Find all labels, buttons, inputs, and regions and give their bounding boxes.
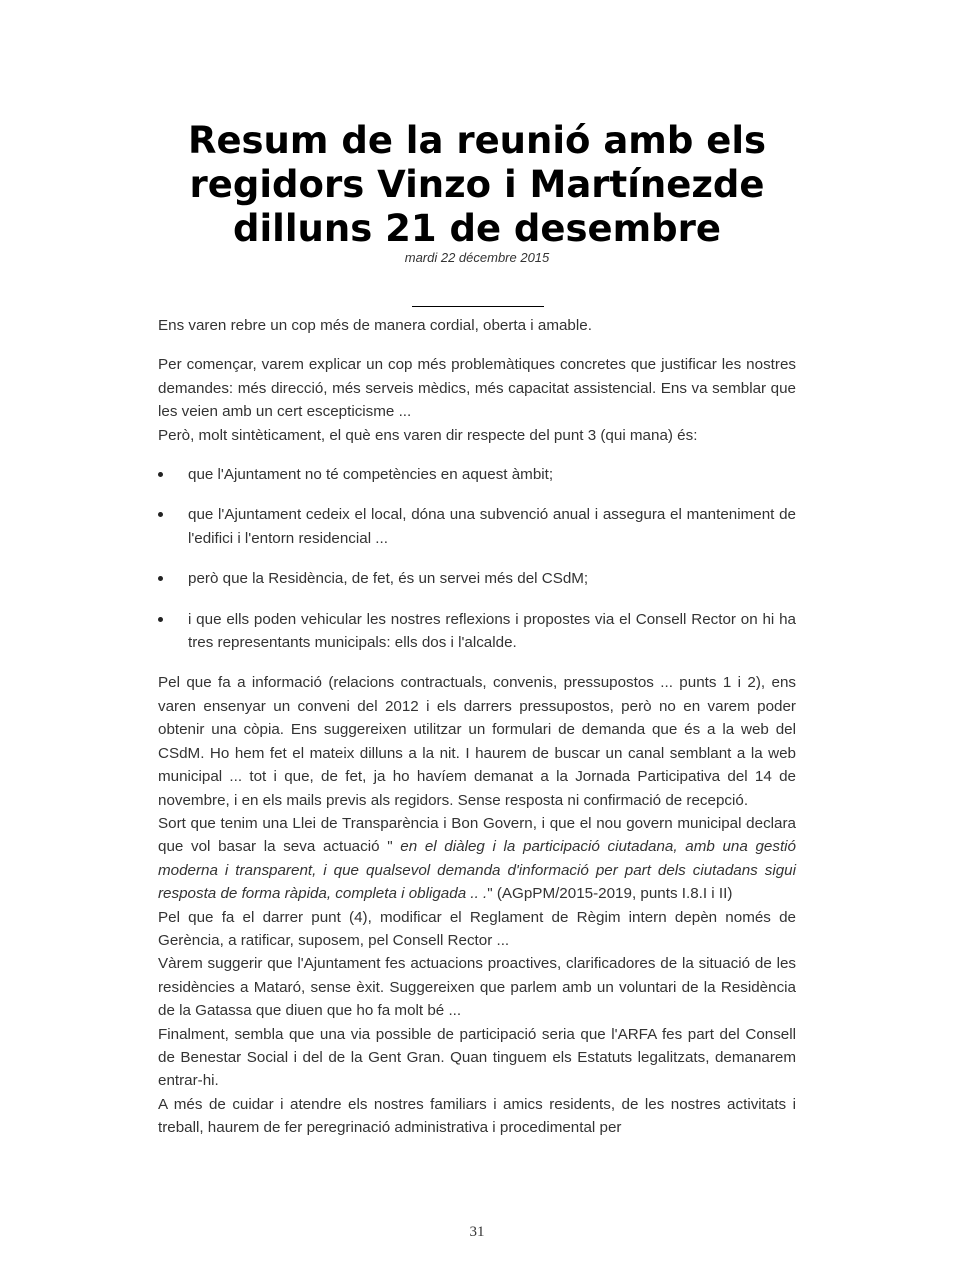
paragraph: Per començar, varem explicar un cop més problemàtiques concretes que justificar les nostres demandes: més direcció, més serveis mèdics, més capacitat assistencial. Ens va semblar que les veien amb un cert escepticisme ... xyxy=(158,356,796,421)
paragraph: Pel que fa a informació (relacions contractuals, convenis, pressupostos ... punts 1 i 2), ens varen ensenyar un conveni del 2012 i els darrers pressupostos, però no en varem poder obtenir una còpia. Ens suggereixen utilitzar un formulari de demanda que és a la web del CSdM. Ho hem fet el mateix dilluns a la nit. I haurem de buscar un canal semblant a la web municipal ... tot i que, de fet, ja ho havíem demanat a la Jornada Participativa del 14 de novembre, i en els mails previs als regidors. Sense resposta ni confirmació de recepció. xyxy=(158,674,796,809)
paragraph xyxy=(158,812,796,906)
list-item-text: que l'Ajuntament cedeix el local, dóna una subvenció anual i assegura el manteniment de l'edifici i l'entorn residencial ... xyxy=(188,506,796,547)
bullet-icon xyxy=(158,576,163,581)
paragraph: A més de cuidar i atendre els nostres familiars i amics residents, de les nostres activitats i treball, haurem de fer peregrinació administrativa i procedimental per xyxy=(158,1095,796,1137)
paragraph: Ens varen rebre un cop més de manera cordial, oberta i amable. xyxy=(158,317,592,334)
bullet-icon xyxy=(158,512,163,517)
bullet-icon xyxy=(158,472,163,477)
paragraph-text: Sort que tenim una Llei de Transparència i Bon Govern, i que el nou govern municipal declara que vol basar la seva actuació " xyxy=(158,814,796,856)
page-number: 31 xyxy=(469,1224,485,1240)
list-item-text: i que ells poden vehicular les nostres reflexions i propostes via el Consell Rector on hi ha tres representants municipals: ells dos i l'alcalde. xyxy=(188,610,796,652)
quoted-text: en el diàleg i la participació ciutadana, amb una gestió moderna i transparent, i que qualsevol demanda d'informació per part dels ciutadans sigui resposta de forma ràpida, completa i obligada .. . xyxy=(158,838,796,903)
list-item xyxy=(158,608,796,655)
paragraph: Però, molt sintèticament, el què ens varen dir respecte del punt 3 (qui mana) és: xyxy=(158,426,698,444)
separator-rule xyxy=(412,306,544,307)
bullet-list xyxy=(158,463,796,654)
paragraph-text: " (AGpPM/2015-2019, punts I.8.I i II) xyxy=(487,885,733,903)
document-title: Resum de la reunió amb els regidors Vinzo i Martínezde dilluns 21 de desembre xyxy=(187,119,767,250)
post-date: mardi 22 décembre 2015 xyxy=(404,250,550,265)
list-item xyxy=(158,463,796,486)
article-body xyxy=(158,314,796,1140)
bullet-icon xyxy=(158,617,163,622)
paragraph: Finalment, sembla que una via possible de participació seria que l'ARFA fes part del Consell de Benestar Social i del de la Gent Gran. Quan tinguem els Estatuts legalitzats, demanarem entrar-hi. xyxy=(158,1025,796,1090)
paragraph: Pel que fa el darrer punt (4), modificar el Reglament de Règim intern depèn només de Gerència, a ratificar, suposem, pel Consell Rector ... xyxy=(158,908,796,949)
list-item xyxy=(158,503,796,550)
list-item-text: però que la Residència, de fet, és un servei més del CSdM; xyxy=(188,570,589,588)
list-item xyxy=(158,567,796,590)
paragraph: Vàrem suggerir que l'Ajuntament fes actuacions proactives, clarificadores de la situació de les residències a Mataró, sense èxit. Suggereixen que parlem amb un voluntari de la Residència de la Gatassa que diuen que ho fa molt bé ... xyxy=(158,955,796,1020)
list-item-text: que l'Ajuntament no té competències en aquest àmbit; xyxy=(188,466,554,484)
